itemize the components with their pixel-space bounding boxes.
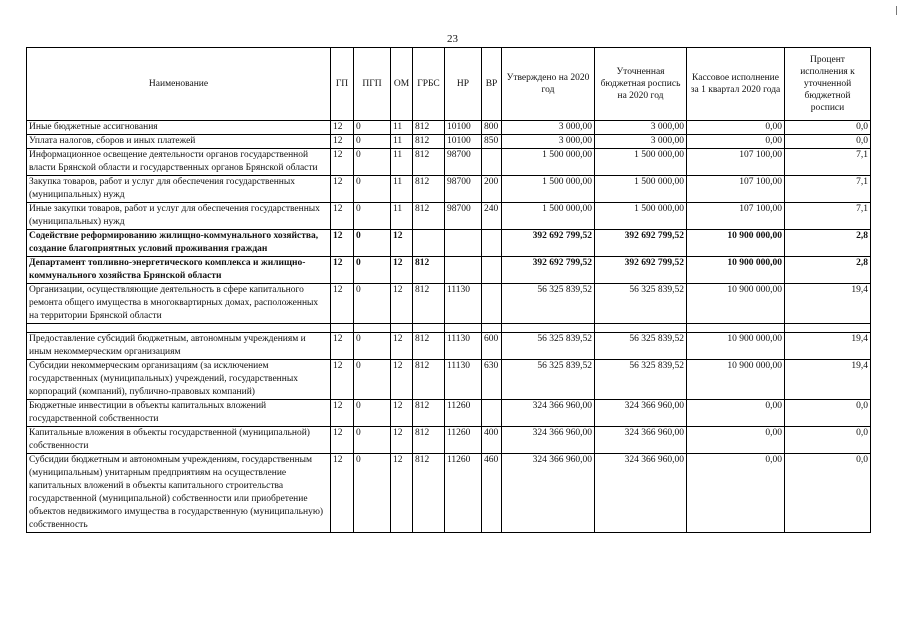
cell-name: Капитальные вложения в объекты государственной (муниципальной) собственности	[27, 427, 331, 454]
table-row	[27, 257, 871, 284]
cell-om: 12	[391, 360, 413, 400]
cell-percent: 0,0	[785, 121, 871, 135]
cell-refined: 392 692 799,52	[595, 230, 687, 257]
cell-approved: 1 500 000,00	[502, 176, 595, 203]
cell-om: 11	[391, 149, 413, 176]
table-row	[27, 149, 871, 176]
cell-refined: 56 325 839,52	[595, 360, 687, 400]
cell-pgp: 0	[354, 230, 391, 257]
cell-cash: 107 100,00	[687, 203, 785, 230]
header-name: Наименование	[27, 48, 331, 121]
cell-refined: 324 366 960,00	[595, 454, 687, 533]
cell-vr: 850	[482, 135, 502, 149]
cell-name: Бюджетные инвестиции в объекты капитальных вложений государственной собственности	[27, 400, 331, 427]
cell-gp: 12	[331, 400, 354, 427]
cell-np: 10100	[445, 135, 482, 149]
spacer-cell	[413, 324, 445, 333]
cell-om: 12	[391, 257, 413, 284]
cell-grbs: 812	[413, 284, 445, 324]
cell-name: Иные бюджетные ассигнования	[27, 121, 331, 135]
header-approved: Утверждено на 2020 год	[502, 48, 595, 121]
spacer-cell	[27, 324, 331, 333]
cell-vr: 200	[482, 176, 502, 203]
spacer-cell	[391, 324, 413, 333]
cell-gp: 12	[331, 427, 354, 454]
table-row	[27, 360, 871, 400]
cell-name: Информационное освещение деятельности органов государственной власти Брянской области и государственных органов Брянской области	[27, 149, 331, 176]
cell-om: 11	[391, 203, 413, 230]
cell-om: 12	[391, 427, 413, 454]
table-row	[27, 176, 871, 203]
cell-percent: 7,1	[785, 176, 871, 203]
cell-name: Субсидии некоммерческим организациям (за исключением государственных (муниципальных) учреждений, государственных корпораций (компаний), публично-правовых компаний)	[27, 360, 331, 400]
cell-percent: 0,0	[785, 454, 871, 533]
cell-refined: 1 500 000,00	[595, 149, 687, 176]
cell-percent: 19,4	[785, 333, 871, 360]
cell-np: 98700	[445, 176, 482, 203]
cell-om: 11	[391, 135, 413, 149]
spacer-cell	[502, 324, 595, 333]
cell-name: Уплата налогов, сборов и иных платежей	[27, 135, 331, 149]
table-header	[27, 48, 871, 121]
header-om: ОМ	[391, 48, 413, 121]
cell-vr: 600	[482, 333, 502, 360]
cell-grbs	[413, 230, 445, 257]
cell-pgp: 0	[354, 427, 391, 454]
header-grbs: ГРБС	[413, 48, 445, 121]
cell-vr: 240	[482, 203, 502, 230]
cell-name: Иные закупки товаров, работ и услуг для обеспечения государственных (муниципальных) нужд	[27, 203, 331, 230]
cell-np: 11260	[445, 427, 482, 454]
cell-percent: 19,4	[785, 360, 871, 400]
cell-pgp: 0	[354, 400, 391, 427]
cell-percent: 0,0	[785, 135, 871, 149]
cell-vr	[482, 400, 502, 427]
cell-approved: 392 692 799,52	[502, 230, 595, 257]
cell-pgp: 0	[354, 284, 391, 324]
spacer-cell	[331, 324, 354, 333]
cell-gp: 12	[331, 149, 354, 176]
cell-percent: 7,1	[785, 203, 871, 230]
table-row	[27, 400, 871, 427]
header-cash: Кассовое исполнение за 1 квартал 2020 года	[687, 48, 785, 121]
spacer-cell	[785, 324, 871, 333]
table-row	[27, 454, 871, 533]
cell-gp: 12	[331, 121, 354, 135]
cell-om: 12	[391, 454, 413, 533]
cell-approved: 1 500 000,00	[502, 149, 595, 176]
spacer-cell	[482, 324, 502, 333]
cell-grbs: 812	[413, 135, 445, 149]
header-vr: ВР	[482, 48, 502, 121]
cell-om: 11	[391, 121, 413, 135]
cell-cash: 10 900 000,00	[687, 284, 785, 324]
cell-approved: 3 000,00	[502, 121, 595, 135]
cell-name: Содействие реформированию жилищно-коммунального хозяйства, создание благоприятных условий проживания граждан	[27, 230, 331, 257]
cell-np: 11130	[445, 360, 482, 400]
cell-grbs: 812	[413, 149, 445, 176]
cell-pgp: 0	[354, 333, 391, 360]
cell-gp: 12	[331, 176, 354, 203]
cell-vr	[482, 149, 502, 176]
cell-np	[445, 230, 482, 257]
cell-gp: 12	[331, 203, 354, 230]
cell-name: Департамент топливно-энергетического комплекса и жилищно-коммунального хозяйства Брянской области	[27, 257, 331, 284]
table-row	[27, 230, 871, 257]
cell-pgp: 0	[354, 149, 391, 176]
cell-vr	[482, 257, 502, 284]
cell-np: 11130	[445, 284, 482, 324]
page-edge-mark	[896, 6, 897, 15]
cell-gp: 12	[331, 454, 354, 533]
cell-cash: 0,00	[687, 121, 785, 135]
cell-pgp: 0	[354, 135, 391, 149]
cell-pgp: 0	[354, 454, 391, 533]
cell-cash: 0,00	[687, 400, 785, 427]
cell-pgp: 0	[354, 360, 391, 400]
cell-cash: 107 100,00	[687, 176, 785, 203]
table-row-spacer	[27, 324, 871, 333]
cell-name: Организации, осуществляющие деятельность в сфере капитального ремонта общего имущества в многоквартирных домах, расположенных на территории Брянской области	[27, 284, 331, 324]
header-gp: ГП	[331, 48, 354, 121]
cell-refined: 56 325 839,52	[595, 284, 687, 324]
cell-pgp: 0	[354, 176, 391, 203]
cell-np	[445, 257, 482, 284]
cell-grbs: 812	[413, 360, 445, 400]
cell-percent: 2,8	[785, 230, 871, 257]
page-number: 23	[447, 33, 458, 45]
cell-gp: 12	[331, 333, 354, 360]
table-row	[27, 121, 871, 135]
budget-execution-table	[26, 47, 871, 533]
cell-refined: 3 000,00	[595, 121, 687, 135]
cell-np: 98700	[445, 149, 482, 176]
cell-om: 12	[391, 333, 413, 360]
cell-cash: 0,00	[687, 135, 785, 149]
cell-percent: 2,8	[785, 257, 871, 284]
cell-refined: 324 366 960,00	[595, 427, 687, 454]
cell-vr: 400	[482, 427, 502, 454]
cell-om: 11	[391, 176, 413, 203]
cell-name: Закупка товаров, работ и услуг для обеспечения государственных (муниципальных) нужд	[27, 176, 331, 203]
cell-om: 12	[391, 230, 413, 257]
cell-cash: 10 900 000,00	[687, 257, 785, 284]
cell-grbs: 812	[413, 400, 445, 427]
cell-refined: 3 000,00	[595, 135, 687, 149]
cell-approved: 56 325 839,52	[502, 360, 595, 400]
cell-approved: 324 366 960,00	[502, 400, 595, 427]
cell-approved: 56 325 839,52	[502, 333, 595, 360]
cell-gp: 12	[331, 257, 354, 284]
cell-percent: 0,0	[785, 427, 871, 454]
table-body	[27, 121, 871, 533]
cell-grbs: 812	[413, 427, 445, 454]
cell-percent: 7,1	[785, 149, 871, 176]
cell-refined: 392 692 799,52	[595, 257, 687, 284]
cell-grbs: 812	[413, 333, 445, 360]
header-pgp: ПГП	[354, 48, 391, 121]
spacer-cell	[354, 324, 391, 333]
cell-approved: 324 366 960,00	[502, 454, 595, 533]
header-np: НР	[445, 48, 482, 121]
cell-om: 12	[391, 284, 413, 324]
cell-refined: 1 500 000,00	[595, 203, 687, 230]
cell-approved: 56 325 839,52	[502, 284, 595, 324]
cell-vr	[482, 284, 502, 324]
cell-gp: 12	[331, 230, 354, 257]
table-row	[27, 333, 871, 360]
table-row	[27, 427, 871, 454]
cell-percent: 0,0	[785, 400, 871, 427]
cell-refined: 1 500 000,00	[595, 176, 687, 203]
cell-vr: 630	[482, 360, 502, 400]
cell-np: 10100	[445, 121, 482, 135]
cell-cash: 10 900 000,00	[687, 333, 785, 360]
cell-np: 11130	[445, 333, 482, 360]
cell-name: Предоставление субсидий бюджетным, автономным учреждениям и иным некоммерческим организациям	[27, 333, 331, 360]
spacer-cell	[687, 324, 785, 333]
cell-approved: 3 000,00	[502, 135, 595, 149]
cell-gp: 12	[331, 360, 354, 400]
cell-vr: 800	[482, 121, 502, 135]
cell-cash: 0,00	[687, 427, 785, 454]
header-refined: Уточненная бюджетная роспись на 2020 год	[595, 48, 687, 121]
cell-approved: 1 500 000,00	[502, 203, 595, 230]
cell-gp: 12	[331, 135, 354, 149]
cell-grbs: 812	[413, 203, 445, 230]
spacer-cell	[595, 324, 687, 333]
cell-refined: 324 366 960,00	[595, 400, 687, 427]
cell-approved: 392 692 799,52	[502, 257, 595, 284]
cell-percent: 19,4	[785, 284, 871, 324]
cell-pgp: 0	[354, 121, 391, 135]
cell-gp: 12	[331, 284, 354, 324]
cell-cash: 10 900 000,00	[687, 360, 785, 400]
cell-name: Субсидии бюджетным и автономным учреждениям, государственным (муниципальным) унитарным предприятиям на осуществление капитальных вложений в объекты капитального строительства государственной (муниципальной) собственности или приобретение объектов недвижимого имущества в государственную (муниципальную) собственность	[27, 454, 331, 533]
cell-grbs: 812	[413, 454, 445, 533]
cell-pgp: 0	[354, 257, 391, 284]
cell-np: 11260	[445, 454, 482, 533]
cell-approved: 324 366 960,00	[502, 427, 595, 454]
cell-cash: 107 100,00	[687, 149, 785, 176]
cell-np: 98700	[445, 203, 482, 230]
cell-grbs: 812	[413, 121, 445, 135]
cell-refined: 56 325 839,52	[595, 333, 687, 360]
cell-cash: 0,00	[687, 454, 785, 533]
table-row	[27, 203, 871, 230]
table-row	[27, 284, 871, 324]
cell-grbs: 812	[413, 176, 445, 203]
cell-grbs: 812	[413, 257, 445, 284]
header-percent: Процент исполнения к уточненной бюджетной росписи	[785, 48, 871, 121]
cell-om: 12	[391, 400, 413, 427]
cell-cash: 10 900 000,00	[687, 230, 785, 257]
spacer-cell	[445, 324, 482, 333]
cell-vr: 460	[482, 454, 502, 533]
table-row	[27, 135, 871, 149]
cell-np: 11260	[445, 400, 482, 427]
cell-pgp: 0	[354, 203, 391, 230]
cell-vr	[482, 230, 502, 257]
